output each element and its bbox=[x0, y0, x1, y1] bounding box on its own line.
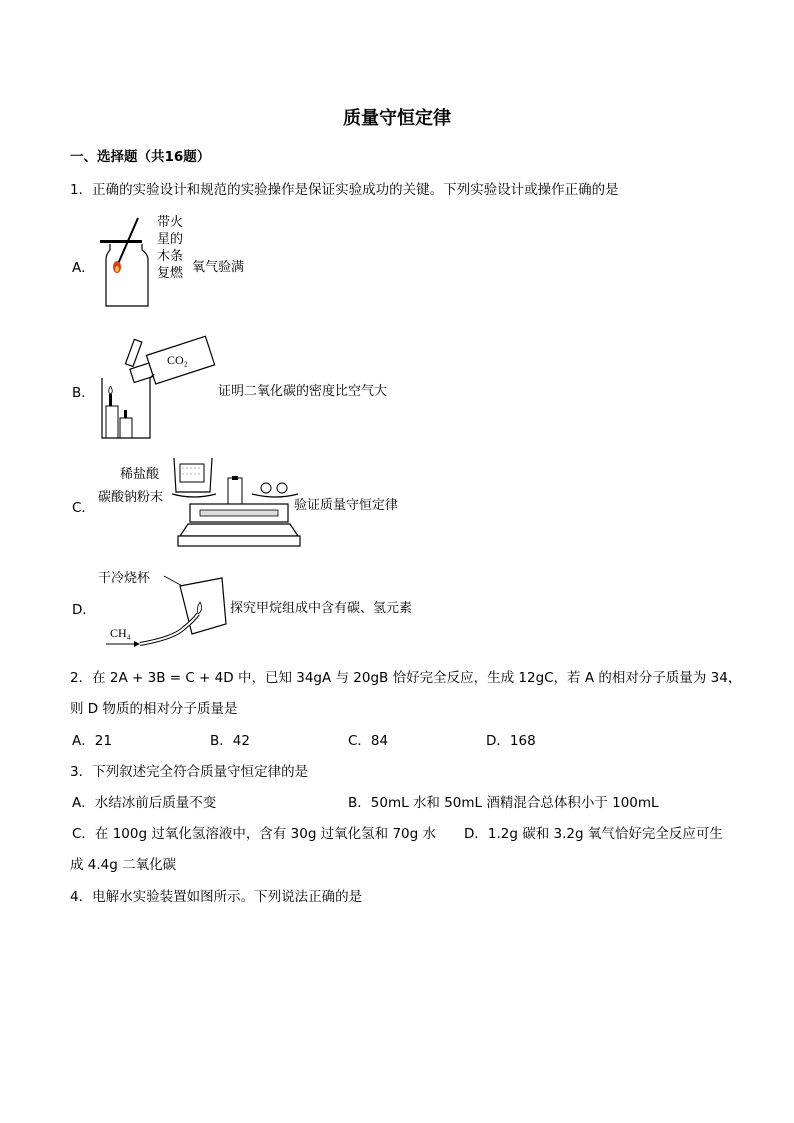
q2-option-d: D．168 bbox=[486, 733, 536, 749]
q4-stem: 4．电解水实验装置如图所示。下列说法正确的是 bbox=[70, 889, 363, 905]
q1-d-beaker-label: 干冷烧杯 bbox=[98, 571, 151, 586]
q3-option-c: C．在 100g 过氧化氢溶液中，含有 30g 过氧化氢和 70g 水 bbox=[72, 826, 437, 842]
q1-b-caption: 证明二氧化碳的密度比空气大 bbox=[218, 384, 388, 399]
q3-option-d-line2: 成 4.4g 二氧化碳 bbox=[70, 857, 177, 873]
q2-option-b: B．42 bbox=[210, 733, 250, 749]
q1-option-b-figure bbox=[98, 332, 218, 442]
q1-option-b-label: B． bbox=[72, 385, 95, 401]
q2-stem-line1: 2．在 2A + 3B = C + 4D 中，已知 34gA 与 20gB 恰好完全反应，生成 12gC，若 A 的相对分子质量为 34， bbox=[70, 670, 742, 686]
q1-a-fig-label: 带火 星的 木条 复燃 bbox=[157, 215, 184, 281]
q2-stem-line2: 则 D 物质的相对分子质量是 bbox=[70, 701, 238, 717]
q2-option-c: C．84 bbox=[348, 733, 389, 749]
q1-b-co2-label: CO₂ bbox=[167, 353, 188, 367]
q2-option-a: A．21 bbox=[72, 733, 112, 749]
q1-option-c-figure bbox=[170, 454, 300, 550]
q1-c-powder-label: 碳酸钠粉末 bbox=[98, 490, 164, 505]
q1-c-caption: 验证质量守恒定律 bbox=[294, 498, 399, 513]
q3-option-b: B．50mL 水和 50mL 酒精混合总体积小于 100mL bbox=[348, 795, 659, 811]
q1-d-ch4-label: CH₄ bbox=[110, 626, 131, 640]
q1-option-d-label: D． bbox=[72, 602, 96, 618]
q1-a-caption: 氧气验满 bbox=[192, 260, 245, 275]
q1-c-acid-label: 稀盐酸 bbox=[120, 467, 160, 482]
q1-option-a-label: A． bbox=[72, 260, 95, 276]
q3-option-d-line1: D．1.2g 碳和 3.2g 氧气恰好完全反应可生 bbox=[464, 826, 723, 842]
q1-d-caption: 探究甲烷组成中含有碳、氢元素 bbox=[230, 601, 413, 616]
section-heading: 一、选择题（共16题） bbox=[70, 149, 211, 165]
q3-option-a: A．水结冰前后质量不变 bbox=[72, 795, 217, 811]
q1-stem: 1．正确的实验设计和规范的实验操作是保证实验成功的关键。下列实验设计或操作正确的是 bbox=[70, 182, 619, 198]
q1-option-c-label: C． bbox=[72, 500, 95, 516]
q3-stem: 3．下列叙述完全符合质量守恒定律的是 bbox=[70, 764, 309, 780]
page-title: 质量守恒定律 bbox=[343, 108, 451, 129]
